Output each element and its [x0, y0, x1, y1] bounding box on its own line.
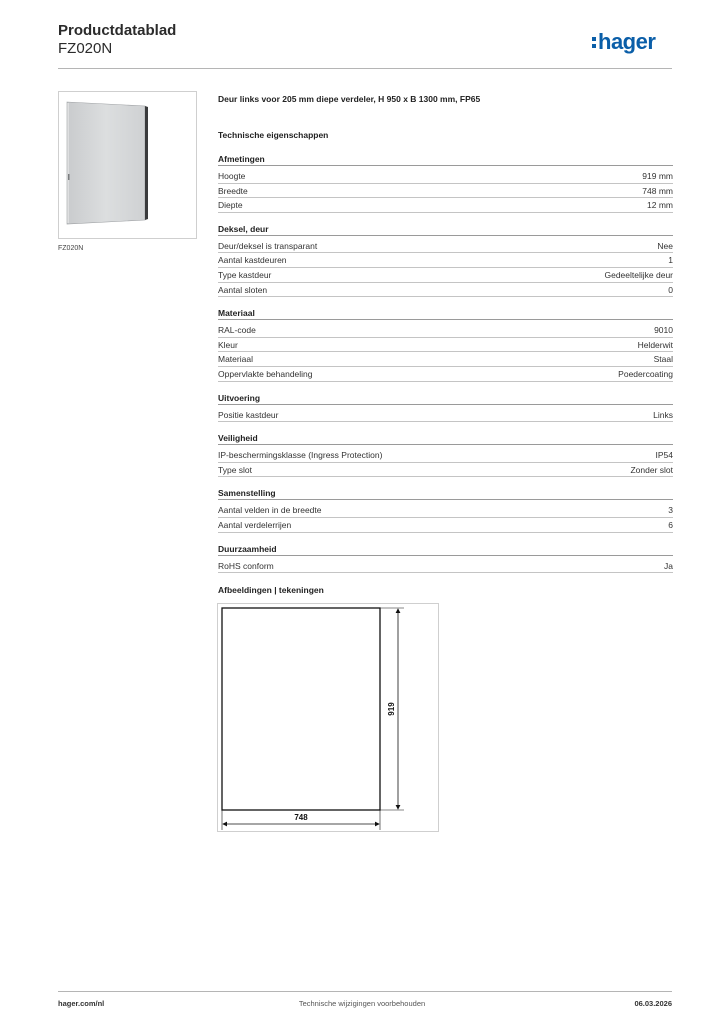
spec-value: 0 [668, 284, 673, 295]
spec-value: Poedercoating [618, 368, 673, 379]
spec-value: 6 [668, 519, 673, 530]
group-title: Duurzaamheid [218, 544, 673, 556]
spec-value: Nee [657, 240, 673, 251]
spec-label: Type slot [218, 464, 253, 475]
footer-website-link[interactable]: hager.com/nl [58, 999, 105, 1008]
group-title: Deksel, deur [218, 224, 673, 236]
spec-row [218, 448, 673, 463]
spec-label: RAL-code [218, 325, 256, 336]
door-photo-icon [65, 100, 149, 226]
spec-row [218, 352, 673, 367]
spec-row [218, 198, 673, 213]
spec-value: Helderwit [637, 339, 673, 350]
spec-row [218, 169, 673, 184]
product-code: FZ020N [58, 40, 113, 57]
spec-group-veiligheid [218, 433, 673, 477]
spec-value: Gedeeltelijke deur [604, 269, 673, 280]
spec-label: Aantal verdelerrijen [218, 519, 292, 530]
spec-row [218, 253, 673, 268]
spec-row [218, 518, 673, 533]
group-title: Uitvoering [218, 393, 673, 405]
footer-divider [58, 991, 672, 992]
drawings-title: Afbeeldingen | tekeningen [218, 585, 324, 595]
document-title: Productdatablad [58, 22, 177, 39]
spec-value: Staal [653, 354, 673, 365]
group-title: Afmetingen [218, 154, 673, 166]
spec-row [218, 184, 673, 199]
spec-label: Deur/deksel is transparant [218, 240, 318, 251]
spec-label: Oppervlakte behandeling [218, 368, 313, 379]
spec-value: 9010 [654, 325, 673, 336]
footer-disclaimer: Technische wijzigingen voorbehouden [298, 999, 426, 1008]
spec-label: Hoogte [218, 171, 246, 181]
spec-label: Diepte [218, 200, 243, 211]
spec-label: Positie kastdeur [218, 409, 279, 420]
group-title: Materiaal [218, 308, 673, 320]
spec-row [218, 408, 673, 423]
hager-logo[interactable] [592, 28, 655, 56]
spec-group-deksel-deur [218, 224, 673, 297]
spec-value: Links [653, 409, 673, 420]
product-description: Deur links voor 205 mm diepe verdeler, H 950 x B 1300 mm, FP65 [218, 94, 481, 104]
spec-value: Ja [664, 560, 673, 571]
spec-label: Aantal velden in de breedte [218, 505, 322, 516]
section-title: Technische eigenschappen [218, 130, 329, 140]
logo-mark-icon [592, 37, 596, 48]
spec-group-uitvoering [218, 393, 673, 423]
spec-content [218, 94, 673, 573]
header-divider [58, 68, 672, 69]
dimension-drawing-svg [218, 604, 440, 833]
spec-value: 3 [668, 505, 673, 516]
spec-label: Type kastdeur [218, 269, 272, 280]
spec-row [218, 323, 673, 338]
spec-row [218, 283, 673, 298]
spec-group-samenstelling [218, 488, 673, 532]
spec-label: RoHS conform [218, 560, 274, 571]
spec-row [218, 268, 673, 283]
spec-label: Aantal sloten [218, 284, 268, 295]
spec-label: Materiaal [218, 354, 253, 365]
logo-wordmark: hager [598, 29, 656, 54]
spec-label: Kleur [218, 339, 238, 350]
spec-row [218, 338, 673, 353]
spec-value: 1 [668, 255, 673, 266]
spec-value: Zonder slot [630, 464, 673, 475]
spec-label: IP-beschermingsklasse (Ingress Protection) [218, 450, 383, 461]
spec-value: 12 mm [647, 200, 673, 211]
spec-value: 748 mm [642, 185, 673, 196]
spec-value: 919 mm [642, 171, 673, 181]
spec-row [218, 463, 673, 478]
spec-value: IP54 [655, 450, 673, 461]
door-outline [222, 608, 380, 810]
spec-label: Aantal kastdeuren [218, 255, 287, 266]
spec-group-afmetingen [218, 154, 673, 213]
dimension-drawing [217, 603, 439, 832]
height-dimension-label: 919 [387, 702, 396, 716]
spec-group-materiaal [218, 308, 673, 381]
image-caption: FZ020N [58, 245, 84, 252]
footer-date: 06.03.2026 [634, 999, 672, 1008]
spec-row [218, 239, 673, 254]
spec-group-duurzaamheid [218, 544, 673, 574]
width-dimension-label: 748 [294, 813, 308, 822]
spec-row [218, 367, 673, 382]
spec-label: Breedte [218, 185, 248, 196]
product-image [58, 91, 197, 239]
group-title: Samenstelling [218, 488, 673, 500]
spec-row [218, 503, 673, 518]
group-title: Veiligheid [218, 433, 673, 445]
spec-row [218, 559, 673, 574]
